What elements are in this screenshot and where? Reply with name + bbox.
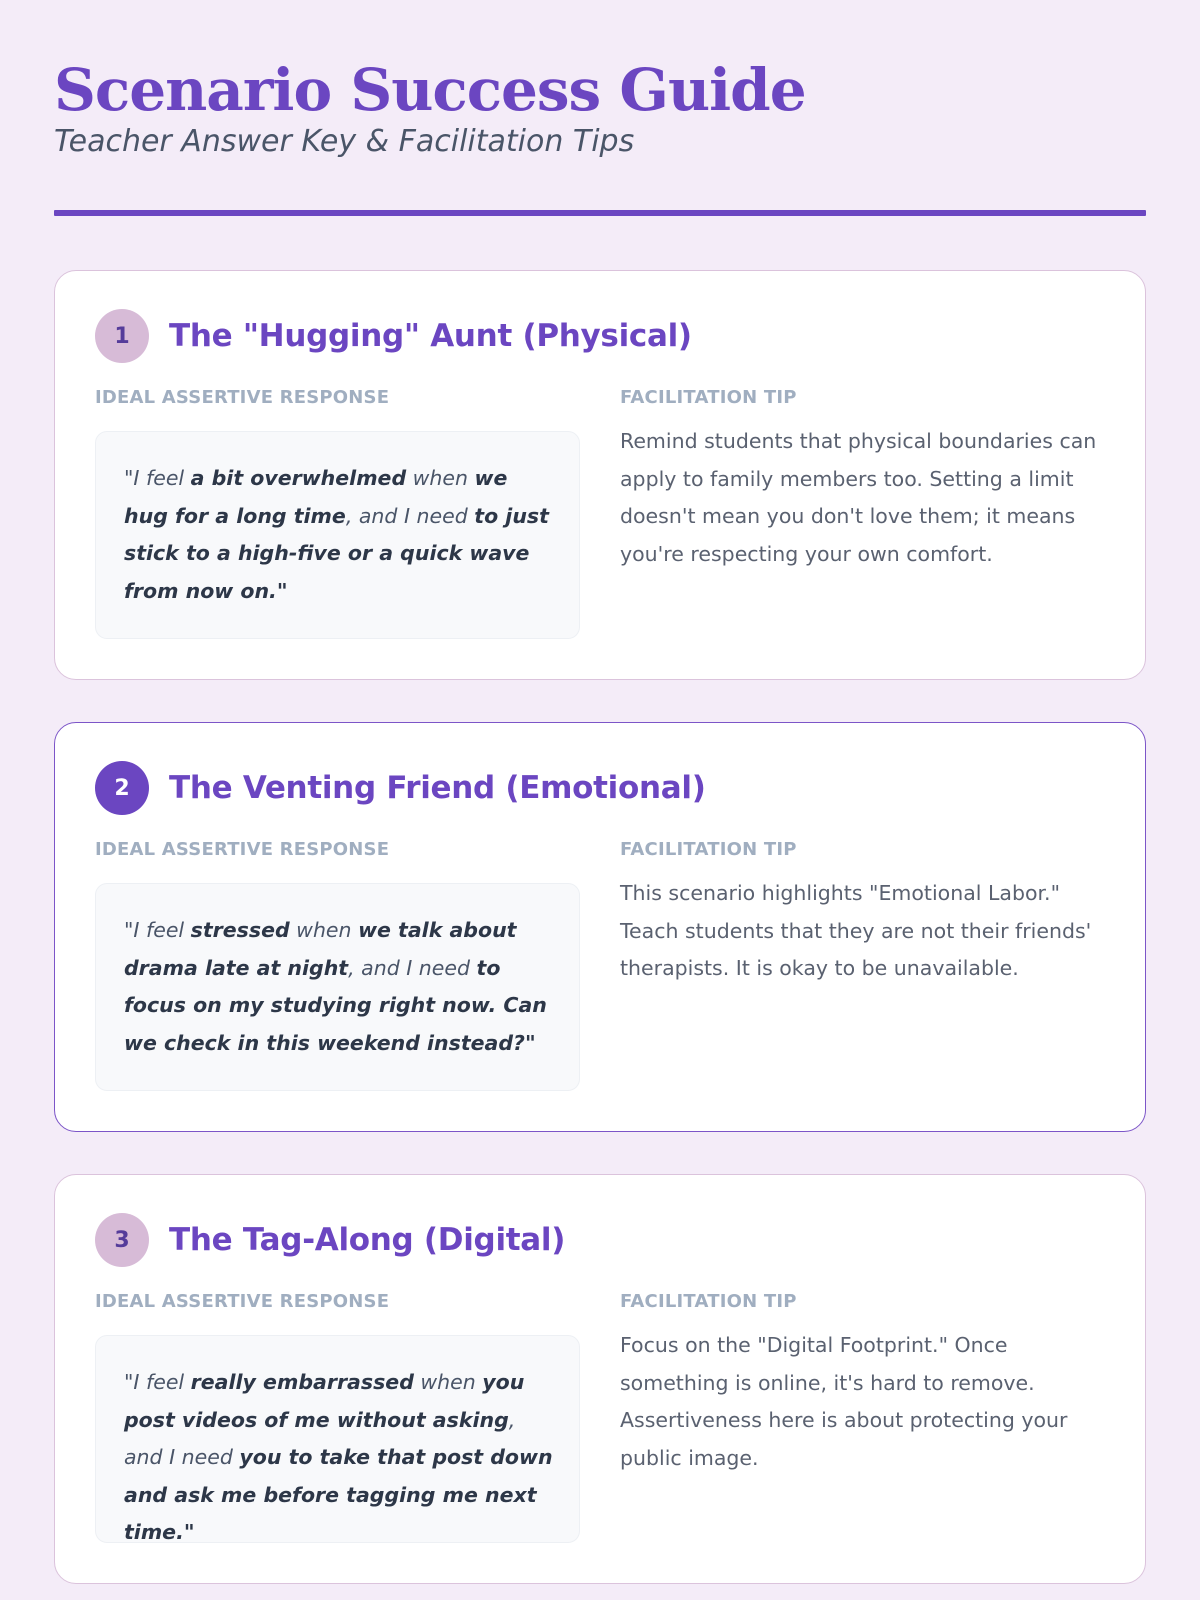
response-need: you to take that post down and ask me before tagging me next time. <box>124 1445 553 1544</box>
response-need: to focus on my studying right now. Can we check in this weekend instead? <box>124 955 547 1055</box>
response-feeling: a bit overwhelmed <box>190 466 407 490</box>
page-header <box>54 56 1146 210</box>
page-title: Scenario Success Guide <box>54 56 806 124</box>
scenario-card-2 <box>54 722 1146 1132</box>
response-trigger: we hug for a long time <box>124 466 508 528</box>
response-box <box>95 431 580 639</box>
response-label: IDEAL ASSERTIVE RESPONSE <box>95 1291 390 1312</box>
tip-label: FACILITATION TIP <box>620 387 797 408</box>
response-feeling: stressed <box>190 918 290 942</box>
scenario-title: The Venting Friend (Emotional) <box>169 770 706 806</box>
response-box <box>95 883 580 1091</box>
scenario-card-3 <box>54 1174 1146 1584</box>
response-trigger: you post videos of me without asking <box>124 1370 525 1432</box>
scenario-number-badge: 3 <box>95 1213 149 1267</box>
scenario-title: The "Hugging" Aunt (Physical) <box>169 318 692 354</box>
scenario-card-1 <box>54 270 1146 680</box>
scenario-number-badge: 2 <box>95 761 149 815</box>
tip-text: Remind students that physical boundaries can apply to family members too. Setting a limit doesn't mean you don't love them; it means you're respecting your own comfort. <box>620 429 1097 566</box>
tip-label: FACILITATION TIP <box>620 1291 797 1312</box>
tip-text: This scenario highlights "Emotional Labor." Teach students that they are not their friends' therapists. It is okay to be unavailable. <box>620 881 1092 980</box>
response-label: IDEAL ASSERTIVE RESPONSE <box>95 387 390 408</box>
scenario-number-badge: 1 <box>95 309 149 363</box>
response-text: "I feel <box>124 918 191 942</box>
header-divider <box>54 210 1146 216</box>
response-text: when <box>413 1370 483 1394</box>
scenario-header <box>95 309 1105 363</box>
response-text: , and I need <box>348 955 477 980</box>
response-box <box>95 1335 580 1543</box>
scenario-title: The Tag-Along (Digital) <box>169 1222 566 1258</box>
response-trigger: we talk about drama late at night <box>124 918 517 980</box>
response-closing-quote: " <box>183 1520 195 1544</box>
tip-text: Focus on the "Digital Footprint." Once something is online, it's hard to remove. Assertiveness here is about protecting your public image. <box>620 1333 1068 1470</box>
response-need: to just stick to a high-five or a quick wave from now on. <box>124 503 549 603</box>
response-text: , and I need <box>345 503 475 528</box>
response-label: IDEAL ASSERTIVE RESPONSE <box>95 839 390 860</box>
response-text: when <box>406 466 475 490</box>
response-closing-quote: " <box>524 1030 536 1055</box>
response-feeling: really embarrassed <box>190 1370 414 1394</box>
scenario-header <box>95 1213 1105 1267</box>
response-text: "I feel <box>124 466 191 490</box>
scenario-header <box>95 761 1105 815</box>
response-text: when <box>289 918 359 942</box>
tip-label: FACILITATION TIP <box>620 839 797 860</box>
response-text: "I feel <box>124 1370 191 1394</box>
response-text: , and I need <box>124 1407 516 1469</box>
page-subtitle: Teacher Answer Key & Facilitation Tips <box>54 124 635 159</box>
response-closing-quote: " <box>276 578 288 603</box>
